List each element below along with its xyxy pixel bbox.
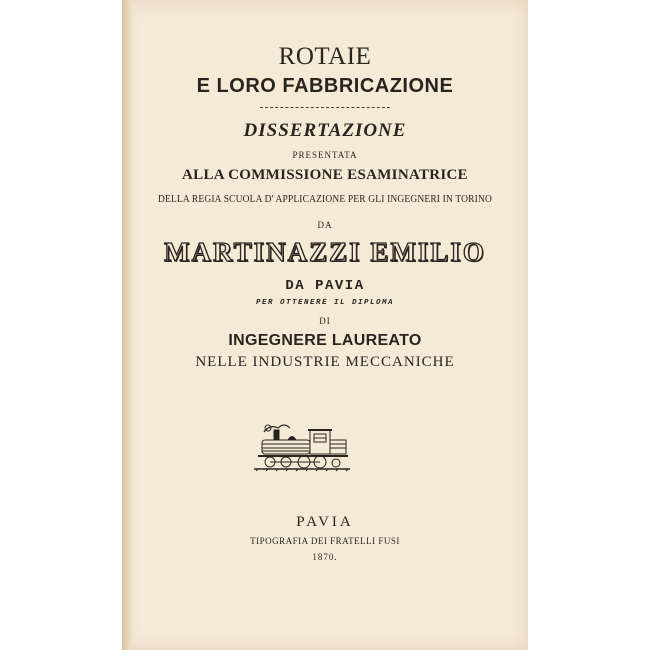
presented-label: PRESENTATA	[292, 150, 358, 160]
commission-line: ALLA COMMISSIONE ESAMINATRICE	[182, 167, 468, 183]
school-line: DELLA REGIA SCUOLA D' APPLICAZIONE PER GLI INGEGNERI IN TORINO	[158, 193, 492, 205]
diploma-purpose: PER OTTENERE IL DIPLOMA	[255, 299, 395, 307]
of-label: DI	[319, 316, 331, 326]
dissertation-heading: DISSERTAZIONE	[243, 120, 407, 141]
title-page	[122, 0, 528, 650]
imprint-year: 1870.	[312, 552, 338, 562]
divider-rule	[260, 107, 390, 108]
degree-title: INGEGNERE LAUREATO	[228, 332, 422, 349]
author-origin: DA PAVIA	[285, 278, 365, 294]
imprint-printer: TIPOGRAFIA DEI FRATELLI FUSI	[250, 536, 400, 546]
imprint-city: PAVIA	[296, 514, 354, 530]
by-label: DA	[317, 220, 333, 230]
degree-field: NELLE INDUSTRIE MECCANICHE	[195, 354, 455, 370]
title-line-2: E LORO FABBRICAZIONE	[196, 75, 454, 97]
author-name: MARTINAZZI EMILIO	[164, 237, 486, 267]
title-line-1: ROTAIE	[278, 43, 372, 70]
locomotive-icon	[254, 422, 350, 472]
